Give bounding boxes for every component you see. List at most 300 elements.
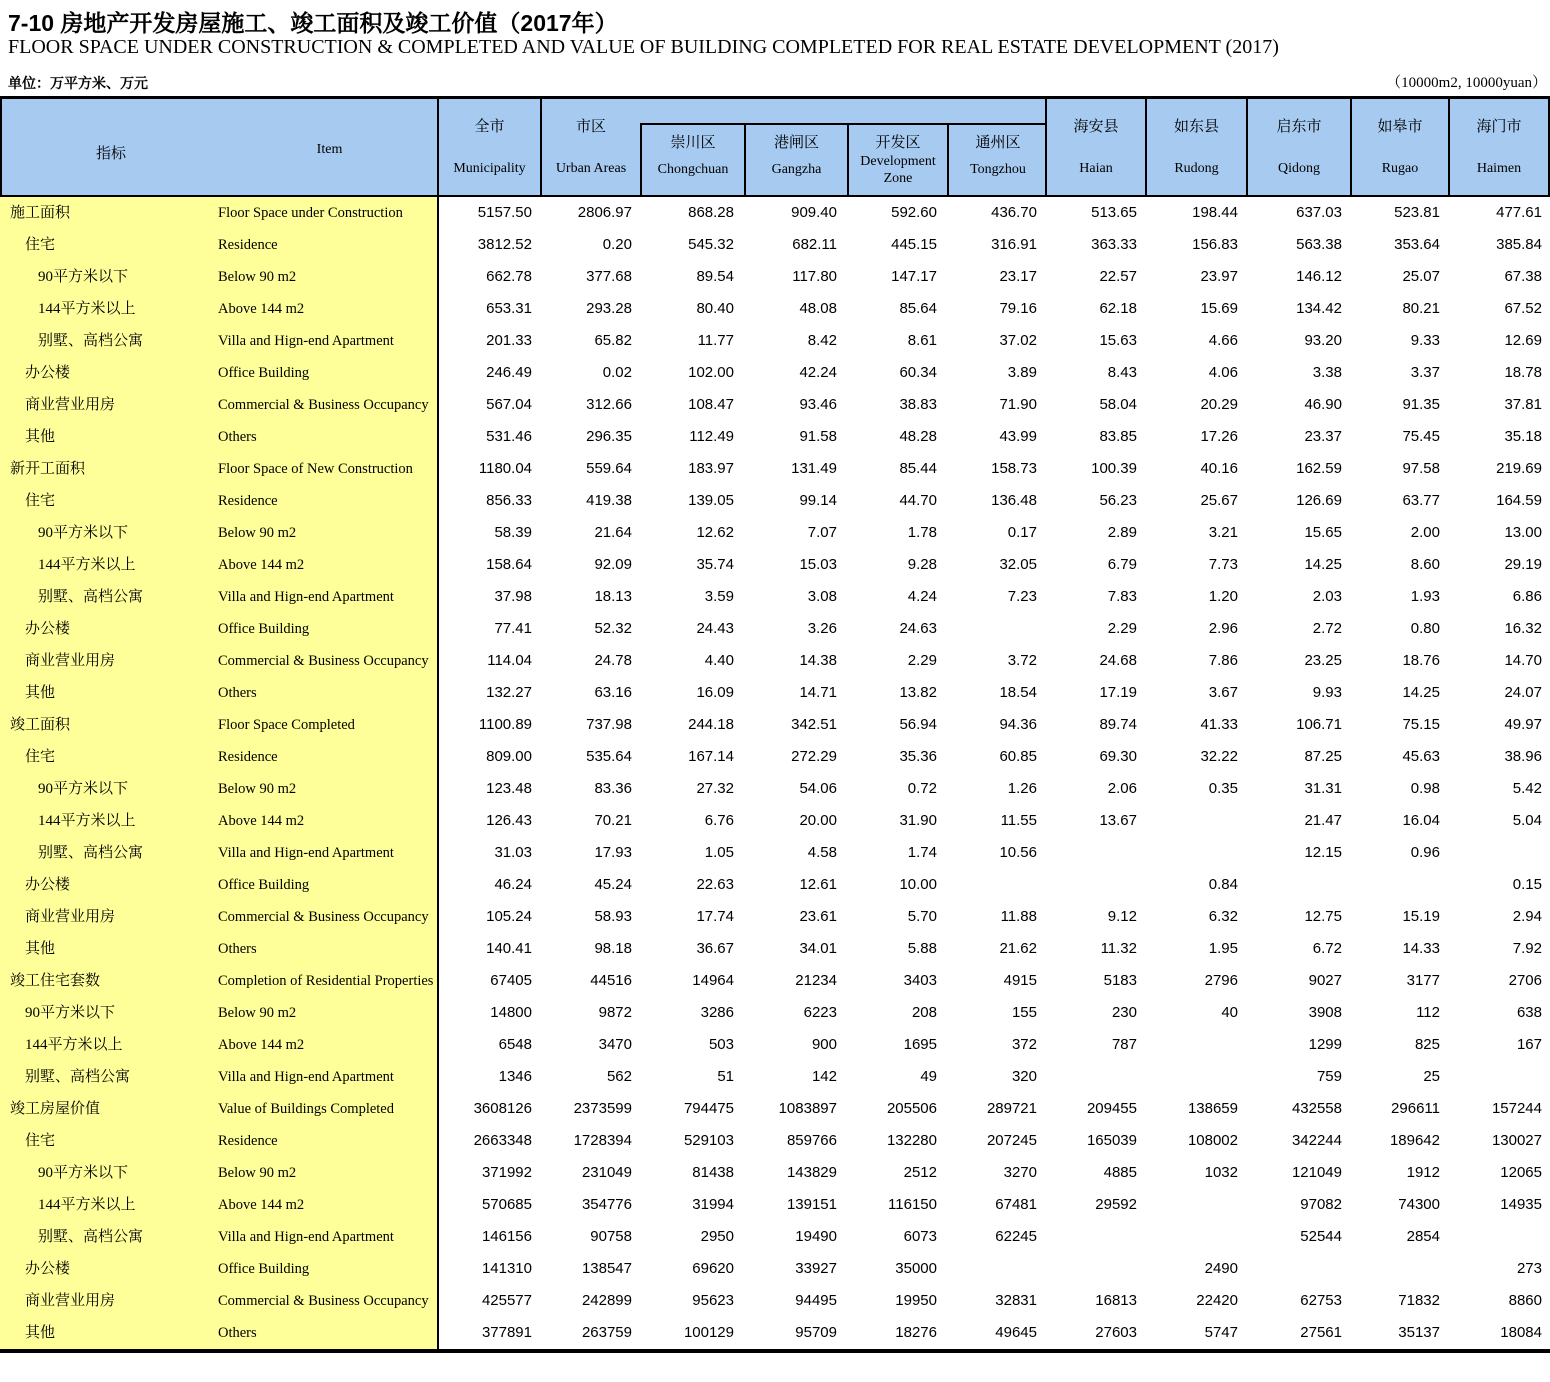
- row-label-en: Above 144 m2: [218, 1037, 305, 1053]
- data-cell: 1.26: [1007, 780, 1037, 797]
- header-cell-chongchuan: [642, 125, 744, 195]
- data-cell: 12.62: [696, 524, 734, 541]
- data-cell: 9027: [1308, 972, 1342, 989]
- data-cell: 60.34: [899, 364, 937, 381]
- row-label-cn: 住宅: [25, 749, 56, 765]
- data-cell: 20.29: [1200, 396, 1238, 413]
- data-cell: 70.21: [594, 812, 632, 829]
- data-cell: 31.31: [1304, 780, 1342, 797]
- table-row: [0, 997, 1550, 1029]
- data-cell: 62245: [995, 1228, 1037, 1245]
- data-cell: 25.67: [1200, 492, 1238, 509]
- data-cell: 139151: [786, 1196, 837, 1213]
- row-label-cn: 别墅、高档公寓: [38, 589, 144, 605]
- row-label-en: Completion of Residential Properties: [218, 973, 434, 989]
- data-cell: 147.17: [891, 268, 937, 285]
- data-cell: 24.63: [899, 620, 937, 637]
- data-cell: 141310: [481, 1260, 532, 1277]
- header-en: Gangzha: [771, 162, 822, 177]
- data-cell: 809.00: [486, 748, 532, 765]
- data-cell: 18.78: [1504, 364, 1542, 381]
- data-cell: 263759: [581, 1324, 632, 1341]
- table-row: [0, 229, 1550, 261]
- header-en: Urban Areas: [555, 161, 627, 176]
- data-cell: 787: [1111, 1036, 1137, 1053]
- data-cell: 167.14: [688, 748, 734, 765]
- data-cell: [1246, 1253, 1350, 1285]
- row-label-cn: 住宅: [25, 237, 56, 253]
- header-cn: 崇川区: [670, 135, 716, 151]
- data-cell: 32831: [995, 1292, 1037, 1309]
- header-cell-urban-areas: [540, 99, 640, 195]
- row-label-en: Above 144 m2: [218, 557, 305, 573]
- data-cell: 37.81: [1504, 396, 1542, 413]
- data-cell: 1.20: [1208, 588, 1238, 605]
- data-cell: 2.72: [1312, 620, 1342, 637]
- header-item-en: Item: [316, 142, 343, 157]
- data-cell: 27.32: [696, 780, 734, 797]
- data-cell: 535.64: [586, 748, 632, 765]
- data-cell: 0.17: [1007, 524, 1037, 541]
- row-label-cn: 办公楼: [25, 1261, 71, 1277]
- data-cell: 94.36: [999, 716, 1037, 733]
- data-cell: 114.04: [487, 652, 532, 669]
- data-cell: 8.60: [1410, 556, 1440, 573]
- row-label: [0, 1125, 439, 1157]
- data-cell: 67405: [490, 972, 532, 989]
- data-cell: 15.03: [799, 556, 837, 573]
- data-cell: 12.15: [1304, 844, 1342, 861]
- data-cell: 0.98: [1410, 780, 1440, 797]
- data-cell: 63.77: [1402, 492, 1440, 509]
- data-cell: 868.28: [688, 204, 734, 221]
- row-label-cn: 别墅、高档公寓: [38, 333, 144, 349]
- data-cell: 23.61: [799, 908, 837, 925]
- data-cell: 372: [1011, 1036, 1037, 1053]
- data-cell: 27561: [1300, 1324, 1342, 1341]
- data-cell: 1180.04: [478, 460, 532, 477]
- row-label: [0, 741, 439, 773]
- row-label-en: Floor Space Completed: [218, 717, 355, 733]
- row-label-cn: 竣工房屋价值: [10, 1101, 101, 1117]
- data-cell: 3.26: [807, 620, 837, 637]
- table-row: [0, 1157, 1550, 1189]
- data-cell: 0.02: [602, 364, 632, 381]
- data-cell: 2854: [1406, 1228, 1440, 1245]
- header-cn: 如皋市: [1377, 119, 1423, 135]
- header-group-districts: [640, 123, 1045, 195]
- data-cell: 2373599: [573, 1100, 632, 1117]
- data-cell: 0.15: [1512, 876, 1542, 893]
- data-cell: 91.35: [1402, 396, 1440, 413]
- data-cell: 93.46: [799, 396, 837, 413]
- data-cell: 289721: [986, 1100, 1037, 1117]
- data-cell: 49: [920, 1068, 937, 1085]
- header-en: Municipality: [453, 161, 526, 176]
- data-cell: 5183: [1103, 972, 1137, 989]
- row-label: [0, 293, 439, 325]
- data-cell: 4.66: [1208, 332, 1238, 349]
- data-cell: 20.00: [799, 812, 837, 829]
- data-cell: 219.69: [1496, 460, 1542, 477]
- data-cell: 208: [911, 1004, 937, 1021]
- data-cell: 1346: [498, 1068, 532, 1085]
- data-cell: 48.28: [899, 428, 937, 445]
- data-cell: 65.82: [594, 332, 632, 349]
- table-row: [0, 1189, 1550, 1221]
- data-cell: [1448, 1061, 1550, 1093]
- row-label: [0, 613, 439, 645]
- data-cell: 32.22: [1200, 748, 1238, 765]
- data-cell: 12.61: [799, 876, 837, 893]
- data-cell: 139.05: [688, 492, 734, 509]
- row-label: [0, 1317, 439, 1349]
- table-row: [0, 901, 1550, 933]
- data-cell: 21.62: [999, 940, 1037, 957]
- data-cell: 15.63: [1099, 332, 1137, 349]
- data-cell: 21.64: [594, 524, 632, 541]
- row-label-cn: 竣工住宅套数: [10, 973, 101, 989]
- table-header: [0, 96, 1550, 197]
- data-cell: 157244: [1491, 1100, 1542, 1117]
- row-label-en: Residence: [218, 749, 278, 765]
- data-cell: 8.61: [907, 332, 937, 349]
- data-cell: 126.69: [1296, 492, 1342, 509]
- header-cn: 全市: [474, 119, 505, 135]
- row-label-en: Above 144 m2: [218, 813, 305, 829]
- row-label: [0, 261, 439, 293]
- data-cell: 377891: [481, 1324, 532, 1341]
- data-cell: 662.78: [486, 268, 532, 285]
- data-cell: 5747: [1204, 1324, 1238, 1341]
- header-cell-rudong: [1145, 99, 1246, 195]
- data-cell: 108002: [1187, 1132, 1238, 1149]
- row-label-en: Below 90 m2: [218, 269, 297, 285]
- data-cell: 2796: [1204, 972, 1238, 989]
- row-label: [0, 837, 439, 869]
- data-cell: 71832: [1398, 1292, 1440, 1309]
- table-row: [0, 1093, 1550, 1125]
- data-cell: 2.29: [1107, 620, 1137, 637]
- data-cell: 2512: [903, 1164, 937, 1181]
- data-cell: 17.74: [696, 908, 734, 925]
- data-cell: 8.42: [807, 332, 837, 349]
- data-cell: [1145, 1221, 1246, 1253]
- data-cell: 207245: [986, 1132, 1037, 1149]
- data-cell: 2.94: [1512, 908, 1542, 925]
- header-cell-tongzhou: [947, 125, 1047, 195]
- data-cell: 12065: [1500, 1164, 1542, 1181]
- data-cell: 25.07: [1402, 268, 1440, 285]
- row-label: [0, 869, 439, 901]
- data-cell: 14935: [1500, 1196, 1542, 1213]
- header-cn: 海门市: [1476, 119, 1522, 135]
- header-cn: 如东县: [1173, 119, 1219, 135]
- row-label: [0, 1157, 439, 1189]
- row-label-cn: 90平方米以下: [25, 1005, 116, 1021]
- data-cell: [1350, 869, 1448, 901]
- data-cell: 14.71: [799, 684, 837, 701]
- data-cell: 242899: [581, 1292, 632, 1309]
- data-cell: 183.97: [688, 460, 734, 477]
- data-cell: [1045, 1061, 1145, 1093]
- row-label-en: Below 90 m2: [218, 781, 297, 797]
- row-label-cn: 90平方米以下: [38, 1165, 129, 1181]
- row-label: [0, 1029, 439, 1061]
- data-cell: 3908: [1308, 1004, 1342, 1021]
- data-cell: 17.19: [1099, 684, 1137, 701]
- row-label-en: Others: [218, 941, 257, 957]
- row-label-en: Others: [218, 1325, 257, 1341]
- data-cell: [1145, 1061, 1246, 1093]
- row-label-en: Above 144 m2: [218, 301, 305, 317]
- data-cell: 363.33: [1091, 236, 1137, 253]
- data-cell: 22.57: [1099, 268, 1137, 285]
- data-cell: 43.99: [999, 428, 1037, 445]
- data-cell: 75.45: [1402, 428, 1440, 445]
- data-cell: [1045, 837, 1145, 869]
- header-en: Tongzhou: [970, 162, 1026, 177]
- data-cell: 6223: [803, 1004, 837, 1021]
- data-cell: 0.80: [1410, 620, 1440, 637]
- data-cell: 2706: [1508, 972, 1542, 989]
- data-cell: 513.65: [1091, 204, 1137, 221]
- data-cell: 1.95: [1208, 940, 1238, 957]
- data-cell: 3.72: [1007, 652, 1037, 669]
- data-cell: 10.56: [999, 844, 1037, 861]
- row-label: [0, 389, 439, 421]
- row-label: [0, 1285, 439, 1317]
- data-cell: 108.47: [688, 396, 734, 413]
- row-label: [0, 677, 439, 709]
- row-label: [0, 421, 439, 453]
- data-cell: 31994: [692, 1196, 734, 1213]
- data-cell: 105.24: [486, 908, 532, 925]
- data-cell: 37.98: [494, 588, 532, 605]
- data-cell: 37.02: [999, 332, 1037, 349]
- data-cell: 6.72: [1312, 940, 1342, 957]
- data-cell: 123.48: [486, 780, 532, 797]
- data-cell: 16.32: [1504, 620, 1542, 637]
- data-cell: 67.52: [1504, 300, 1542, 317]
- data-cell: 0.96: [1410, 844, 1440, 861]
- data-cell: 2490: [1204, 1260, 1238, 1277]
- header-cell-development-zone: [847, 125, 947, 195]
- data-cell: [1145, 805, 1246, 837]
- row-label: [0, 549, 439, 581]
- data-cell: [1448, 1221, 1550, 1253]
- data-cell: 3.67: [1208, 684, 1238, 701]
- data-cell: 1299: [1308, 1036, 1342, 1053]
- data-cell: 14964: [692, 972, 734, 989]
- data-cell: 3.08: [807, 588, 837, 605]
- row-label: [0, 997, 439, 1029]
- data-cell: 2.29: [907, 652, 937, 669]
- table-row: [0, 389, 1550, 421]
- data-cell: 81438: [692, 1164, 734, 1181]
- header-cell-haimen: [1448, 99, 1550, 195]
- row-label-en: Commercial & Business Occupancy: [218, 909, 429, 925]
- data-cell: 2663348: [473, 1132, 532, 1149]
- data-cell: 132280: [886, 1132, 937, 1149]
- row-label: [0, 325, 439, 357]
- data-cell: 52544: [1300, 1228, 1342, 1245]
- data-cell: 14.25: [1304, 556, 1342, 573]
- table-row: [0, 453, 1550, 485]
- data-cell: 18276: [895, 1324, 937, 1341]
- data-cell: 85.64: [899, 300, 937, 317]
- table-row: [0, 773, 1550, 805]
- header-cn: 开发区: [875, 135, 921, 151]
- data-cell: 4.06: [1208, 364, 1238, 381]
- data-cell: 45.63: [1402, 748, 1440, 765]
- row-label-cn: 144平方米以上: [38, 813, 136, 829]
- row-label-en: Below 90 m2: [218, 1165, 297, 1181]
- row-label-en: Villa and Hign-end Apartment: [218, 589, 394, 605]
- table-row: [0, 1029, 1550, 1061]
- row-label-en: Floor Space of New Construction: [218, 461, 413, 477]
- data-cell: 1728394: [573, 1132, 632, 1149]
- row-label: [0, 965, 439, 997]
- row-label: [0, 709, 439, 741]
- data-cell: 130027: [1491, 1132, 1542, 1149]
- data-cell: 17.93: [594, 844, 632, 861]
- data-cell: 67481: [995, 1196, 1037, 1213]
- data-cell: 138659: [1187, 1100, 1238, 1117]
- data-cell: 14.38: [799, 652, 837, 669]
- table-row: [0, 645, 1550, 677]
- data-cell: 273: [1516, 1260, 1542, 1277]
- data-cell: 100.39: [1091, 460, 1137, 477]
- data-cell: 529103: [683, 1132, 734, 1149]
- data-cell: 9.12: [1107, 908, 1137, 925]
- data-cell: 35000: [895, 1260, 937, 1277]
- row-label: [0, 453, 439, 485]
- data-cell: 54.06: [799, 780, 837, 797]
- data-cell: [945, 1253, 1045, 1285]
- data-cell: 60.85: [999, 748, 1037, 765]
- table-row: [0, 1253, 1550, 1285]
- data-cell: 320: [1011, 1068, 1037, 1085]
- data-cell: 74300: [1398, 1196, 1440, 1213]
- header-cell-item: [0, 99, 437, 195]
- data-cell: 4.40: [704, 652, 734, 669]
- data-cell: 231049: [581, 1164, 632, 1181]
- row-label-en: Villa and Hign-end Apartment: [218, 333, 394, 349]
- data-cell: 2.89: [1107, 524, 1137, 541]
- data-cell: 425577: [481, 1292, 532, 1309]
- data-cell: 11.32: [1100, 940, 1137, 957]
- data-cell: 14.33: [1402, 940, 1440, 957]
- data-cell: 205506: [886, 1100, 937, 1117]
- data-cell: 296611: [1391, 1100, 1440, 1117]
- table-row: [0, 549, 1550, 581]
- row-label-cn: 商业营业用房: [25, 397, 116, 413]
- data-cell: 342244: [1291, 1132, 1342, 1149]
- data-cell: 89.74: [1099, 716, 1137, 733]
- row-label-cn: 其他: [25, 429, 56, 445]
- data-cell: 106.71: [1296, 716, 1342, 733]
- data-cell: 121049: [1291, 1164, 1342, 1181]
- table-row: [0, 869, 1550, 901]
- data-cell: 38.83: [899, 396, 937, 413]
- data-cell: 6.76: [704, 812, 734, 829]
- data-cell: 545.32: [688, 236, 734, 253]
- data-cell: 97082: [1300, 1196, 1342, 1213]
- data-cell: 909.40: [791, 204, 837, 221]
- data-cell: 477.61: [1496, 204, 1542, 221]
- header-cell-haian: [1045, 99, 1145, 195]
- header-cn: 启东市: [1276, 119, 1322, 135]
- data-cell: 46.90: [1304, 396, 1342, 413]
- row-label-cn: 办公楼: [25, 621, 71, 637]
- table-row: [0, 613, 1550, 645]
- data-cell: 42.24: [799, 364, 837, 381]
- row-label-en: Office Building: [218, 365, 310, 381]
- row-label-en: Office Building: [218, 1261, 310, 1277]
- data-cell: 794475: [683, 1100, 734, 1117]
- data-cell: 17.26: [1200, 428, 1238, 445]
- data-cell: 11.55: [1000, 812, 1037, 829]
- data-cell: 3.21: [1208, 524, 1238, 541]
- data-cell: 31.03: [494, 844, 532, 861]
- data-cell: 24.07: [1504, 684, 1542, 701]
- data-cell: 9.33: [1410, 332, 1440, 349]
- row-label-en: Residence: [218, 493, 278, 509]
- data-cell: 63.16: [594, 684, 632, 701]
- table-row: [0, 325, 1550, 357]
- data-cell: 7.83: [1107, 588, 1137, 605]
- row-label: [0, 229, 439, 261]
- data-cell: 563.38: [1296, 236, 1342, 253]
- data-cell: 3.37: [1410, 364, 1440, 381]
- row-label-cn: 施工面积: [10, 205, 71, 221]
- data-cell: 377.68: [586, 268, 632, 285]
- data-cell: 116150: [888, 1196, 937, 1213]
- data-cell: 189642: [1389, 1132, 1440, 1149]
- row-label-cn: 其他: [25, 941, 56, 957]
- data-cell: 859766: [786, 1132, 837, 1149]
- data-cell: 592.60: [891, 204, 937, 221]
- row-label-cn: 商业营业用房: [25, 653, 116, 669]
- data-cell: 6.86: [1512, 588, 1542, 605]
- data-cell: 8.43: [1107, 364, 1137, 381]
- data-cell: 4915: [1003, 972, 1037, 989]
- data-cell: 29.19: [1504, 556, 1542, 573]
- data-cell: 653.31: [486, 300, 532, 317]
- data-cell: 71.90: [999, 396, 1037, 413]
- table-row: [0, 261, 1550, 293]
- data-cell: 38.96: [1504, 748, 1542, 765]
- data-cell: 41.33: [1200, 716, 1238, 733]
- header-cell-municipality: [437, 99, 540, 195]
- row-label-en: Value of Buildings Completed: [218, 1101, 394, 1117]
- data-cell: 24.78: [594, 652, 632, 669]
- data-cell: 638: [1516, 1004, 1542, 1021]
- data-cell: 570685: [481, 1196, 532, 1213]
- data-cell: 49645: [995, 1324, 1037, 1341]
- row-label-cn: 别墅、高档公寓: [25, 1069, 131, 1085]
- row-label-cn: 144平方米以上: [25, 1037, 123, 1053]
- data-cell: 1032: [1204, 1164, 1238, 1181]
- data-cell: 23.97: [1200, 268, 1238, 285]
- data-cell: [1350, 1253, 1448, 1285]
- data-cell: 900: [811, 1036, 837, 1053]
- data-cell: 48.08: [799, 300, 837, 317]
- data-cell: 19490: [795, 1228, 837, 1245]
- data-cell: 3608126: [473, 1100, 532, 1117]
- data-cell: 11.88: [1000, 908, 1037, 925]
